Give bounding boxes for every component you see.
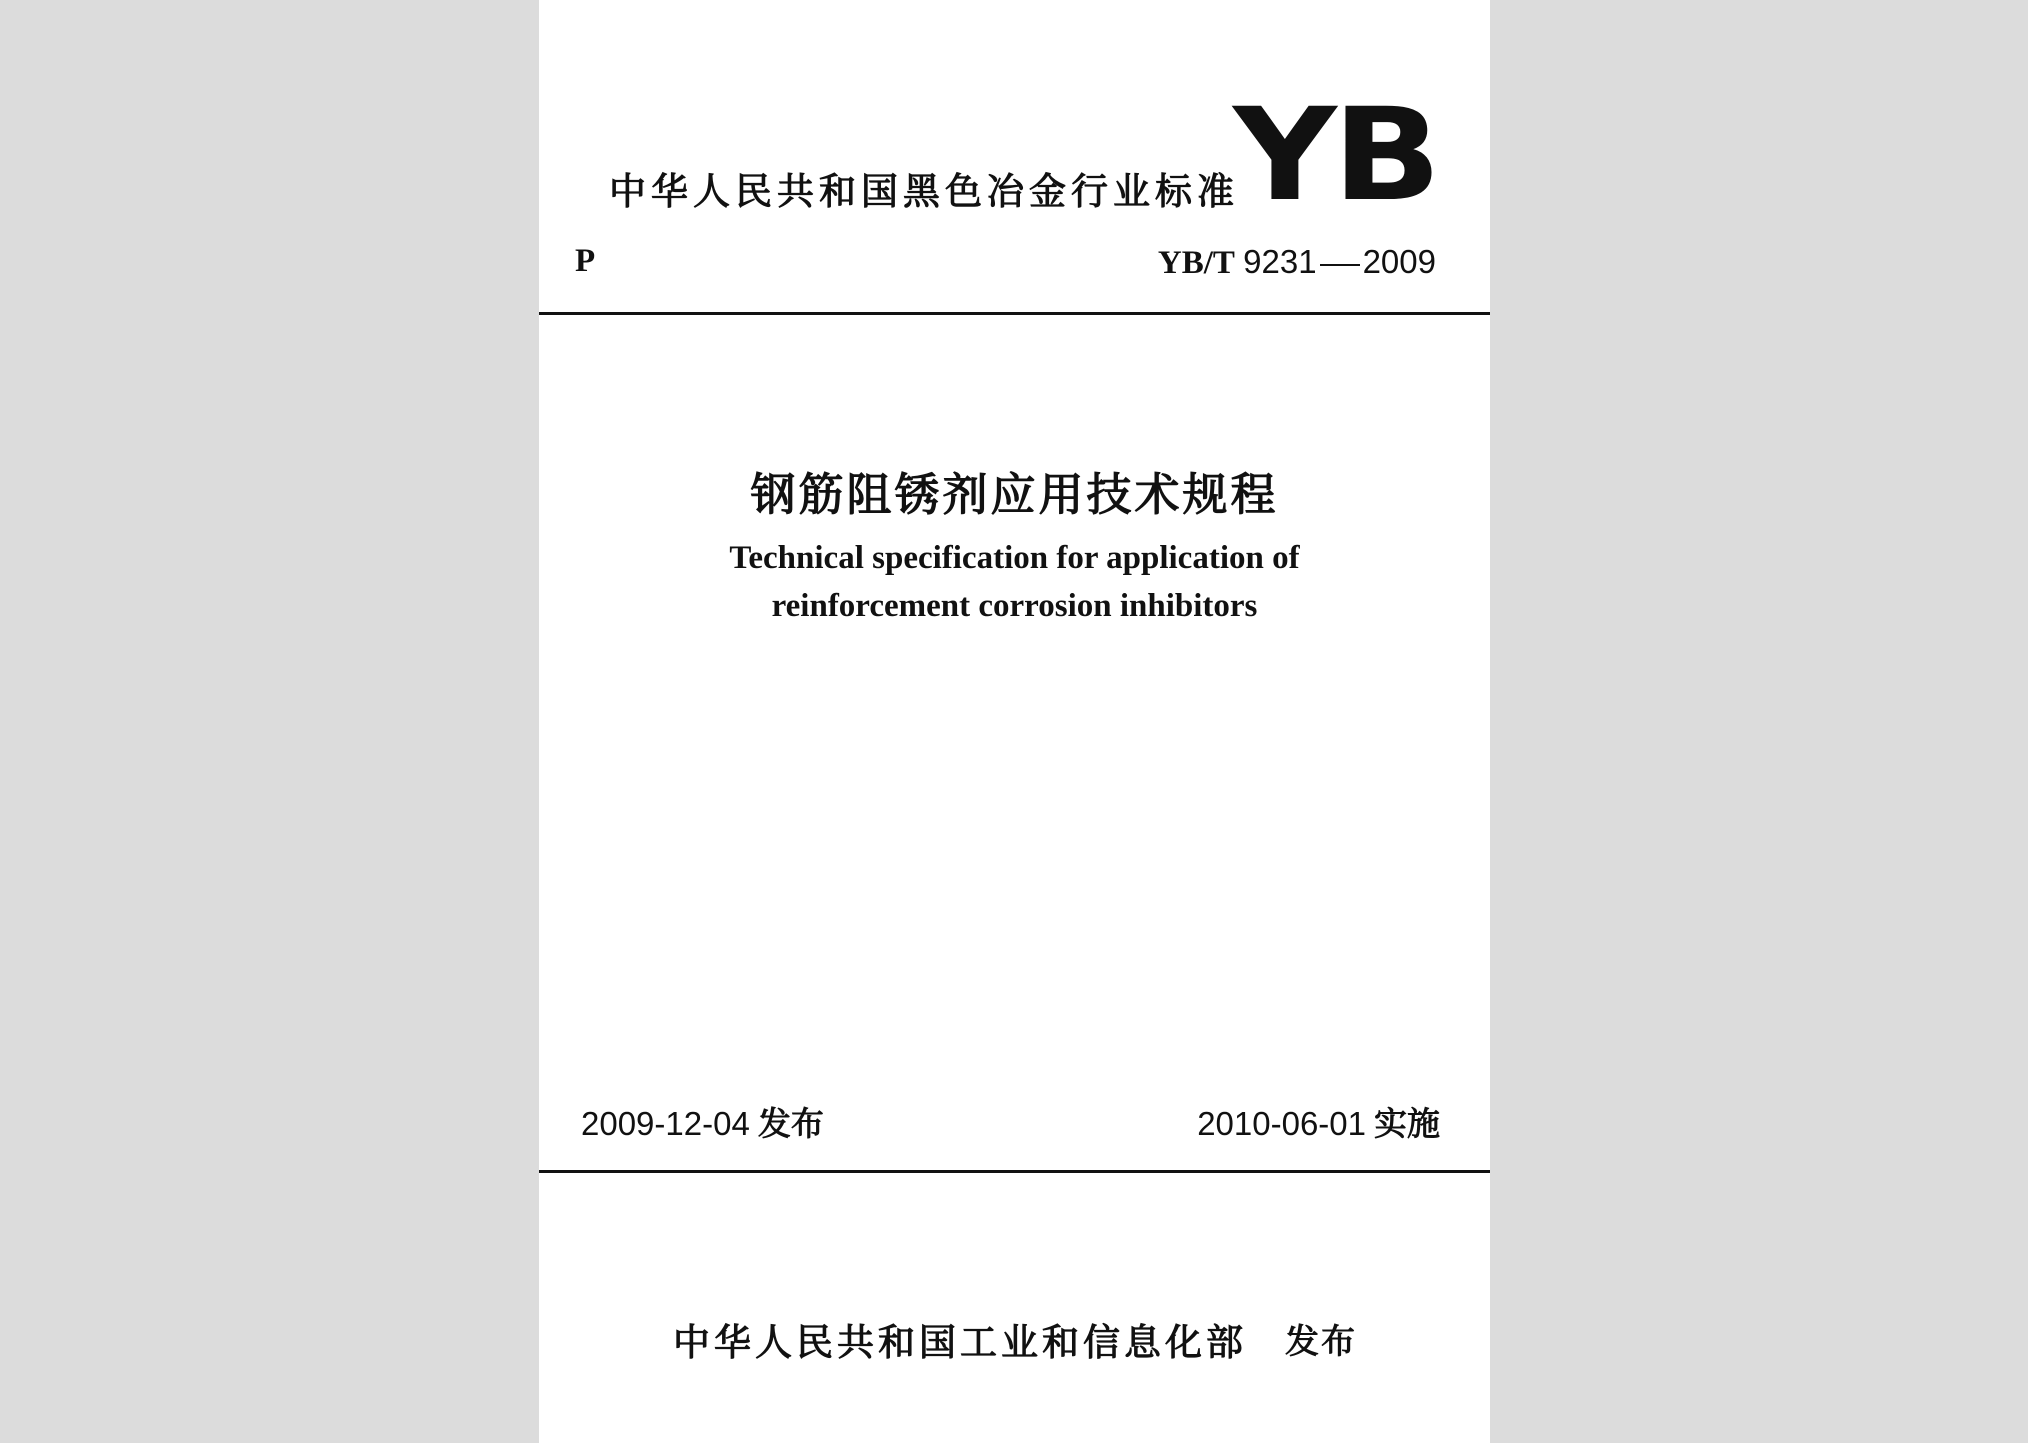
english-title-line-2: reinforcement corrosion inhibitors bbox=[771, 588, 1258, 624]
issue-label: 发布 bbox=[757, 1104, 824, 1143]
bottom-divider bbox=[539, 1170, 1490, 1173]
implementation-date-block bbox=[1197, 1098, 1440, 1145]
top-divider bbox=[539, 312, 1490, 315]
number-dash bbox=[1320, 264, 1360, 266]
chinese-title: 钢筋阻锈剂应用技术规程 bbox=[750, 468, 1279, 521]
yb-logo: YB bbox=[1233, 81, 1438, 230]
issue-date-block bbox=[581, 1098, 824, 1145]
category-code: P bbox=[575, 243, 596, 279]
publisher-action: 发布 bbox=[1285, 1322, 1357, 1362]
industry-standard-title: 中华人民共和国黑色冶金行业标准 bbox=[609, 170, 1239, 213]
implementation-date: 2010-06-01 bbox=[1197, 1105, 1366, 1142]
standard-number bbox=[1158, 243, 1436, 282]
standard-code: 9231 bbox=[1243, 243, 1317, 280]
implementation-label: 实施 bbox=[1374, 1104, 1440, 1143]
standard-cover-page bbox=[539, 0, 1490, 1443]
standard-year: 2009 bbox=[1362, 243, 1436, 280]
publisher-name: 中华人民共和国工业和信息化部 bbox=[673, 1321, 1247, 1364]
standard-prefix: YB/T bbox=[1157, 245, 1235, 281]
issue-date: 2009-12-04 bbox=[581, 1105, 750, 1142]
english-title-line-1: Technical specification for application of bbox=[729, 540, 1300, 576]
